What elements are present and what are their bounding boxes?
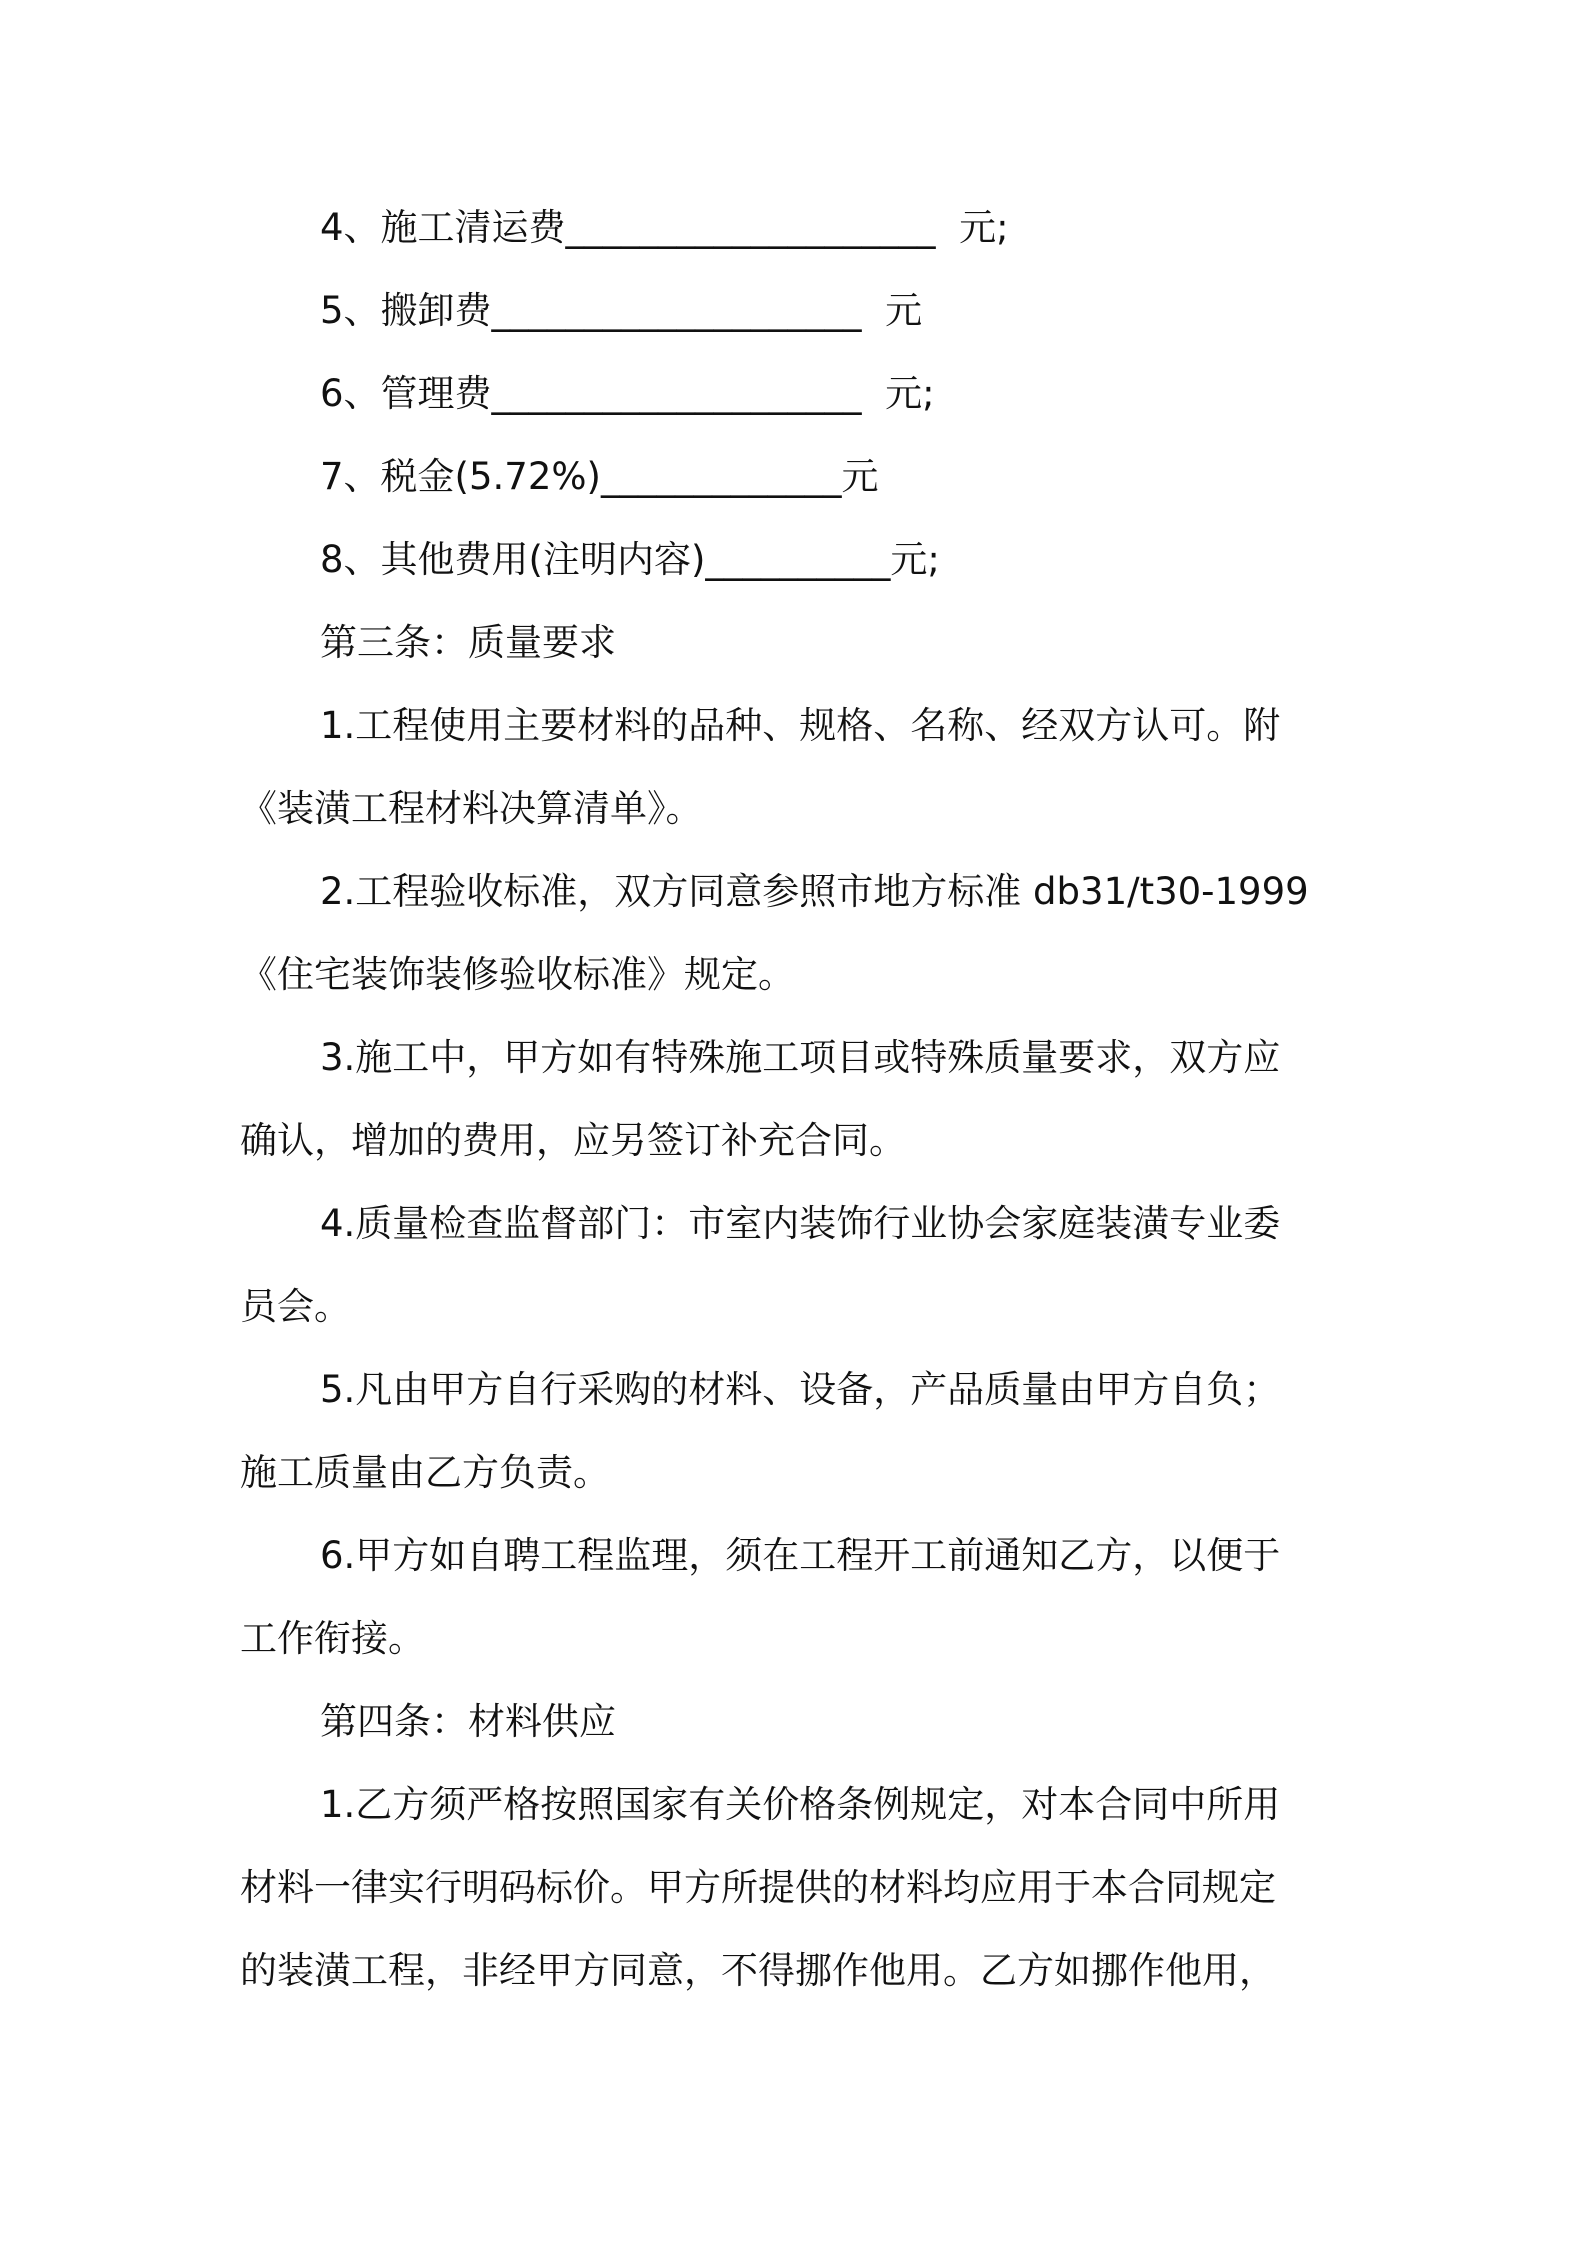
paragraph-line: 1.工程使用主要材料的品种、规格、名称、经双方认可。附 [320, 704, 1281, 747]
paragraph-line: 5.凡由甲方自行采购的材料、设备，产品质量由甲方自负； [320, 1368, 1281, 1411]
fee-item-cleanup: 4、施工清运费____________________ 元; [320, 206, 1009, 249]
fee-item-management: 6、管理费____________________ 元; [320, 372, 935, 415]
fee-item-tax: 7、税金(5.72%)_____________元 [320, 455, 879, 498]
paragraph-line: 1.乙方须严格按照国家有关价格条例规定，对本合同中所用 [320, 1783, 1281, 1826]
quality-item-1 [240, 684, 1360, 850]
fee-item-handling: 5、搬卸费____________________ 元 [320, 289, 923, 332]
contract-text [240, 186, 1360, 2012]
paragraph-line: 员会。 [240, 1285, 351, 1328]
quality-item-2 [240, 850, 1360, 1016]
quality-item-3 [240, 1016, 1360, 1182]
paragraph-line: 的装潢工程，非经甲方同意，不得挪作他用。乙方如挪作他用， [240, 1949, 1276, 1992]
fee-item-other: 8、其他费用(注明内容)__________元; [320, 538, 940, 581]
section-heading-quality: 第三条：质量要求 [320, 621, 616, 664]
quality-item-6 [240, 1514, 1360, 1680]
paragraph-line: 6.甲方如自聘工程监理，须在工程开工前通知乙方，以便于 [320, 1534, 1281, 1577]
quality-item-4 [240, 1182, 1360, 1348]
paragraph-line: 2.工程验收标准，双方同意参照市地方标准 db31/t30-1999 [320, 870, 1309, 913]
paragraph-line: 施工质量由乙方负责。 [240, 1451, 610, 1494]
paragraph-line: 3.施工中，甲方如有特殊施工项目或特殊质量要求，双方应 [320, 1036, 1281, 1079]
paragraph-line: 《装潢工程材料决算清单》。 [240, 787, 703, 830]
paragraph-line: 《住宅装饰装修验收标准》规定。 [240, 953, 795, 996]
quality-item-5 [240, 1348, 1360, 1514]
section-heading-materials: 第四条：材料供应 [320, 1700, 616, 1743]
paragraph-line: 工作衔接。 [240, 1617, 425, 1660]
paragraph-line: 材料一律实行明码标价。甲方所提供的材料均应用于本合同规定 [240, 1866, 1276, 1909]
paragraph-line: 4.质量检查监督部门：市室内装饰行业协会家庭装潢专业委 [320, 1202, 1281, 1245]
paragraph-line: 确认，增加的费用，应另签订补充合同。 [240, 1119, 906, 1162]
materials-item-1 [240, 1763, 1360, 2012]
